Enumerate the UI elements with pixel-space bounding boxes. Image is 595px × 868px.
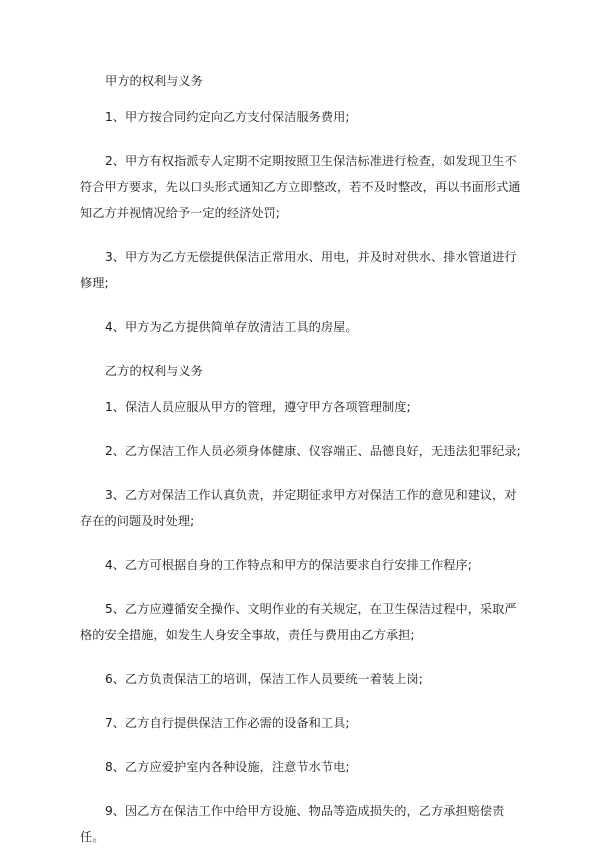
clause-paragraph: 6、乙方负责保洁工的培训，保洁工作人员要统一着装上岗; — [105, 672, 423, 686]
clause-paragraph: 3、乙方对保洁工作认真负责，并定期征求甲方对保洁工作的意见和建议，对存在的问题及时处理; — [80, 488, 517, 528]
clause-paragraph: 7、乙方自行提供保洁工作必需的设备和工具; — [105, 716, 350, 730]
clause-paragraph: 5、乙方应遵循安全操作、文明作业的有关规定，在卫生保洁过程中，采取严格的安全措施，如发生人身安全事故，责任与费用由乙方承担; — [80, 602, 517, 642]
document-body — [80, 68, 526, 868]
section-party-a — [80, 68, 526, 340]
section-heading: 甲方的权利与义务 — [105, 74, 203, 88]
section-heading: 乙方的权利与义务 — [105, 364, 203, 378]
clause-paragraph: 1、保洁人员应服从甲方的管理，遵守甲方各项管理制度; — [105, 400, 411, 414]
clause-paragraph: 9、因乙方在保洁工作中给甲方设施、物品等造成损失的，乙方承担赔偿责任。 — [80, 804, 505, 844]
section-party-b — [80, 358, 526, 850]
clause-paragraph: 1、甲方按合同约定向乙方支付保洁服务费用; — [105, 110, 350, 124]
clause-paragraph: 4、乙方可根据自身的工作特点和甲方的保洁要求自行安排工作程序; — [105, 558, 472, 572]
clause-paragraph: 8、乙方应爱护室内各种设施，注意节水节电; — [105, 760, 350, 774]
clause-paragraph: 3、甲方为乙方无偿提供保洁正常用水、用电，并及时对供水、排水管道进行修理; — [80, 250, 517, 290]
clause-paragraph: 2、乙方保洁工作人员必须身体健康、仪容端正、品德良好，无违法犯罪纪录; — [105, 444, 521, 458]
clause-paragraph: 2、甲方有权指派专人定期不定期按照卫生保洁标准进行检查，如发现卫生不符合甲方要求，先以口头形式通知乙方立即整改，若不及时整改，再以书面形式通知乙方并视情况给予一定的经济处罚; — [80, 154, 521, 220]
clause-paragraph: 4、甲方为乙方提供简单存放清洁工具的房屋。 — [105, 320, 358, 334]
